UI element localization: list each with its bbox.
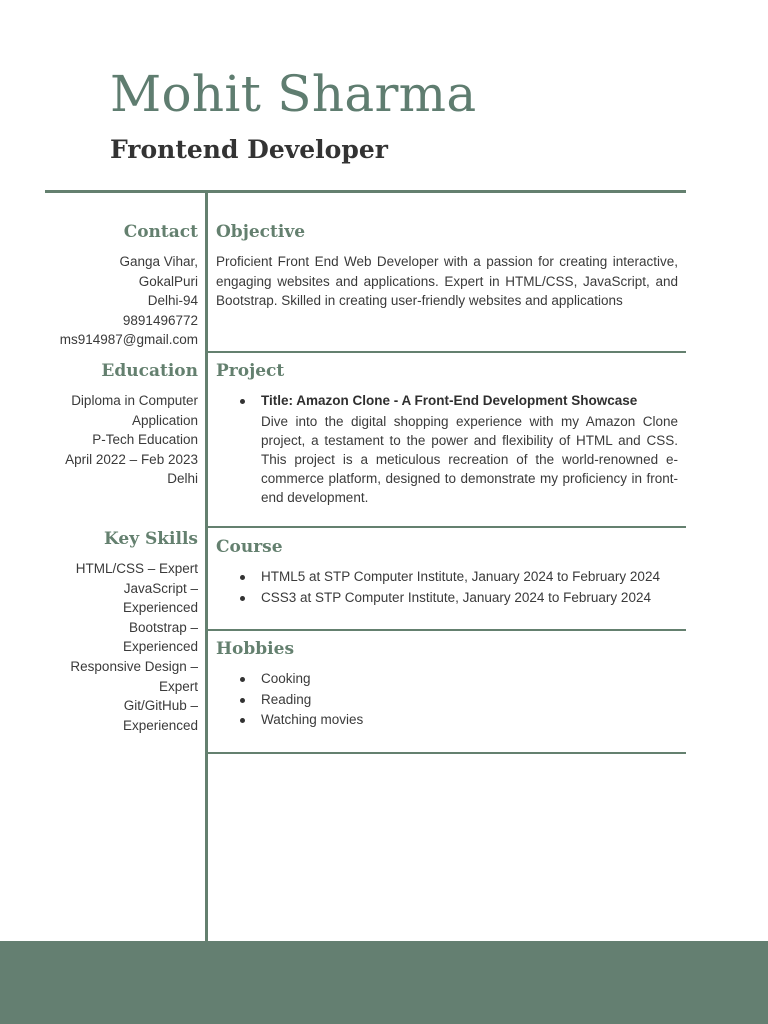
hobbies-list <box>216 669 678 731</box>
education-line: P-Tech Education <box>92 432 198 448</box>
contact-email: ms914987@gmail.com <box>59 332 198 348</box>
course-item <box>216 567 678 588</box>
hobby-text: Reading <box>261 691 312 707</box>
bullet-icon <box>240 677 245 682</box>
skills-section <box>70 527 198 735</box>
project-title: Title: Amazon Clone - A Front-End Development Showcase <box>261 393 638 408</box>
contact-line: GokalPuri <box>138 273 198 289</box>
project-description: Dive into the digital shopping experience with my Amazon Clone project, a testament to the power and flexibility of HTML and CSS. This project is a meticulous recreation of the world-renowned e-commerce platform, designed to demonstrate my proficiency in front-end development. <box>261 413 678 506</box>
candidate-name: Mohit Sharma <box>110 65 477 123</box>
skill-line: HTML/CSS – Expert <box>75 561 198 576</box>
education-heading: Education <box>101 361 198 381</box>
hobby-text: Watching movies <box>261 712 364 727</box>
section-divider <box>208 526 686 528</box>
education-line: Delhi <box>167 471 198 487</box>
project-list <box>216 391 678 508</box>
education-line: April 2022 – Feb 2023 <box>65 451 198 467</box>
hobby-text: Cooking <box>261 671 311 686</box>
contact-heading: Contact <box>123 222 198 242</box>
bullet-icon <box>240 698 245 703</box>
course-heading: Course <box>216 537 283 557</box>
objective-heading: Objective <box>216 222 306 242</box>
skill-line: Experienced <box>122 717 198 733</box>
skill-line: Responsive Design – <box>70 658 198 674</box>
skill-line: Expert <box>158 678 198 694</box>
bullet-icon <box>240 575 245 580</box>
hobby-item <box>216 710 678 731</box>
course-section <box>216 535 678 608</box>
hobbies-section <box>216 637 678 731</box>
hobby-item <box>216 669 678 690</box>
section-divider <box>208 351 686 353</box>
course-text: CSS3 at STP Computer Institute, January 2024 to February 2024 <box>261 589 651 605</box>
project-section <box>216 359 678 508</box>
bullet-icon <box>240 718 245 723</box>
column-divider <box>205 193 208 943</box>
contact-section <box>60 220 198 350</box>
footer-band <box>0 941 768 1024</box>
skill-line: Git/GitHub – <box>123 698 198 714</box>
course-item <box>216 588 678 609</box>
education-line: Application <box>131 412 198 428</box>
skill-line: Experienced <box>122 600 198 616</box>
skill-line: JavaScript – <box>123 580 198 596</box>
bullet-icon <box>240 399 245 404</box>
contact-phone: 9891496772 <box>122 312 198 328</box>
project-heading: Project <box>216 361 285 381</box>
education-line: Diploma in Computer <box>71 393 198 408</box>
hobby-item <box>216 690 678 711</box>
skill-line: Experienced <box>122 639 198 655</box>
project-item <box>216 391 678 508</box>
contact-line: Ganga Vihar, <box>119 254 198 269</box>
course-list <box>216 567 678 608</box>
section-divider <box>208 629 686 631</box>
contact-line: Delhi-94 <box>147 293 198 309</box>
job-title: Frontend Developer <box>110 135 388 164</box>
objective-section <box>216 220 678 311</box>
section-divider <box>208 752 686 754</box>
skill-line: Bootstrap – <box>128 619 198 635</box>
hobbies-heading: Hobbies <box>216 639 295 659</box>
skills-heading: Key Skills <box>103 529 198 549</box>
header-divider <box>45 190 686 193</box>
objective-text: Proficient Front End Web Developer with a passion for creating interactive, engaging websites and applications. Expert in HTML/CSS, JavaScript, and Bootstrap. Skilled in creating user-friendly websites and applications <box>216 254 678 309</box>
education-section <box>65 359 198 489</box>
course-text: HTML5 at STP Computer Institute, January 2024 to February 2024 <box>261 569 660 584</box>
bullet-icon <box>240 596 245 601</box>
